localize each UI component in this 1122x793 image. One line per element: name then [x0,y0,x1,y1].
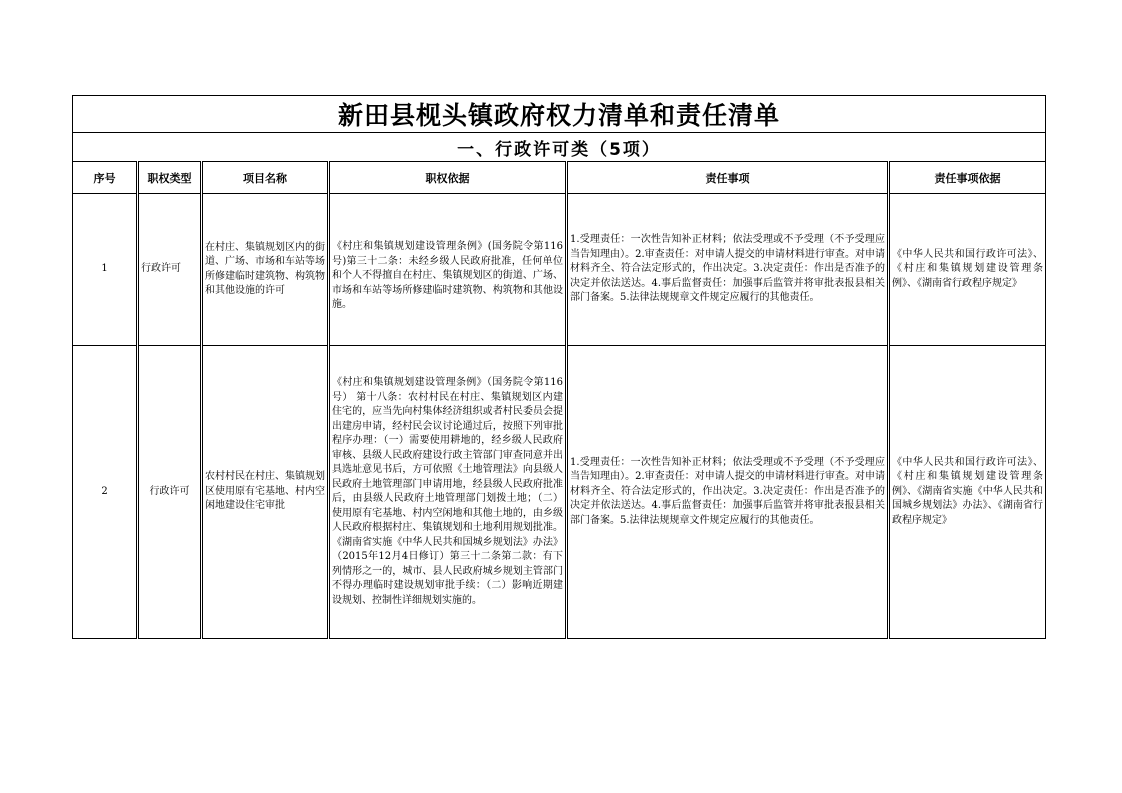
row-duty-basis-text: 《中华人民共和国行政许可法》、《村庄和集镇规划建设管理条例》、《湖南省实施《中华人民共和国城乡规划法》办法》、《湖南省行政程序规定》 [892,456,1044,526]
row-seq: 2 [73,346,138,639]
row-type-text: 行政许可 [149,485,190,497]
header-name: 项目名称 [202,162,329,194]
row-duty-text: 1.受理责任：一次性告知补正材料；依法受理或不予受理（不予受理应当告知理由）。2.审查责任：对申请人提交的申请材料进行审查。对申请材料齐全、符合法定形式的，作出决定。3.决定责任：作出是否准予的决定并依法送达。4.事后监督责任：加强事后监管并将审批表报县相关部门备案。5.法律法规规章文件规定应履行的其他责任。 [570,234,885,304]
row-basis-text: 《村庄和集镇规划建设管理条例》(国务院令第116号)第三十二条：未经乡级人民政府批准，任何单位和个人不得擅自在村庄、集镇规划区的街道、广场、市场和车站等场所修建临时建筑物、构筑物和其他设施。 [332,241,563,311]
table-row [73,194,1046,346]
power-responsibility-table [72,95,1046,639]
header-type: 职权类型 [138,162,202,194]
section-heading: 一、行政许可类（5项） [73,133,1046,162]
section-row [73,133,1046,162]
header-seq: 序号 [73,162,138,194]
row-duty [567,346,889,639]
row-basis-text: 《村庄和集镇规划建设管理条例》（国务院令第116号） 第十八条：农村村民在村庄、集镇规划区内建住宅的，应当先向村集体经济组织或者村民委员会提出建房申请，经村民会议讨论通过后，按照下列审批程序办理：（一）需要使用耕地的，经乡级人民政府审核、县级人民政府建设行政主管部门审查同意并出具选址意见书后，方可依照《土地管理法》向县级人民政府土地管理部门申请用地，经县级人民政府批准后，由县级人民政府土地管理部门划拨土地；（二）使用原有宅基地、村内空闲地和其他土地的，由乡级人民政府根据村庄、集镇规划和土地利用规划批准。《湖南省实施《中华人民共和国城乡规划法》办法》（2015年12月4日修订）第三十二条第二款：有下列情形之一的，城市、县人民政府城乡规划主管部门不得办理临时建设规划审批手续：（二）影响近期建设规划、控制性详细规划实施的。 [332,377,563,606]
row-basis [329,346,567,639]
row-duty-basis [889,346,1046,639]
table-row [73,346,1046,639]
row-duty-basis-text: 《中华人民共和国行政许可法》、《村庄和集镇规划建设管理条例》、《湖南省行政程序规定》 [892,248,1044,289]
page-title: 新田县枧头镇政府权力清单和责任清单 [73,96,1046,133]
row-seq: 1 [73,194,138,346]
row-type [138,194,202,346]
row-duty-text: 1.受理责任：一次性告知补正材料；依法受理或不予受理（不予受理应当告知理由）。2.审查责任：对申请人提交的申请材料进行审查。对申请材料齐全、符合法定形式的，作出决定。3.决定责任：作出是否准予的决定并依法送达。4.事后监督责任：加强事后监管并将审批表报县相关部门备案。5.法律法规规章文件规定应履行的其他责任。 [570,456,885,526]
row-name [202,194,329,346]
row-name-text: 农村村民在村庄、集镇规划区使用原有宅基地、村内空闲地建设住宅审批 [205,471,325,512]
header-duty: 责任事项 [567,162,889,194]
row-type [138,346,202,639]
row-type-text: 行政许可 [141,263,181,275]
title-row [73,96,1046,133]
row-duty-basis [889,194,1046,346]
row-duty [567,194,889,346]
row-basis [329,194,567,346]
row-name-text: 在村庄、集镇规划区内的街道、广场、市场和车站等场所修建临时建筑物、构筑物和其他设施的许可 [205,241,325,296]
header-row [73,162,1046,194]
header-duty-basis: 责任事项依据 [889,162,1046,194]
header-basis: 职权依据 [329,162,567,194]
row-name [202,346,329,639]
